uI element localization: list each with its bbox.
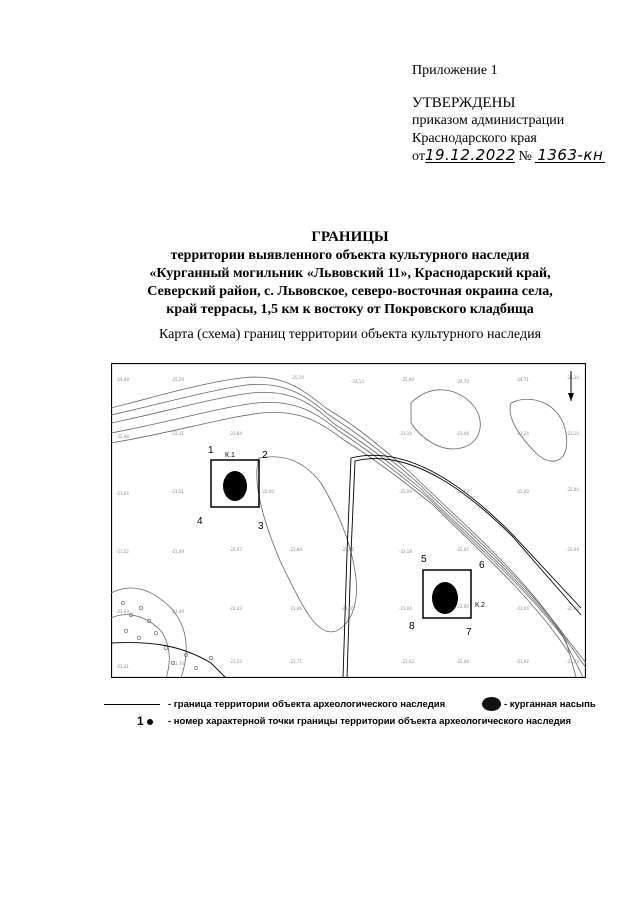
order-number: 1363-кн <box>535 148 605 163</box>
svg-text:-22,11: -22,11 <box>171 431 184 436</box>
mound-k2-label: К.2 <box>475 602 485 609</box>
svg-text:-22,06: -22,06 <box>341 547 354 552</box>
svg-text:-22,07: -22,07 <box>229 547 242 552</box>
svg-text:-21,88: -21,88 <box>289 547 302 552</box>
svg-text:-23,24: -23,24 <box>516 431 529 436</box>
svg-text:-24,13: -24,13 <box>351 379 364 384</box>
svg-text:-22,04: -22,04 <box>516 606 529 611</box>
svg-text:-23,10: -23,10 <box>566 431 579 436</box>
svg-text:-21,71: -21,71 <box>289 659 302 664</box>
boundary-map <box>111 363 586 678</box>
point-4: 4 <box>197 516 203 527</box>
svg-text:-22,18: -22,18 <box>399 549 412 554</box>
map-caption: Карта (схема) границ территории объекта культурного наследия <box>158 327 542 342</box>
svg-text:-25,29: -25,29 <box>171 377 184 382</box>
svg-text:-22,04: -22,04 <box>566 547 579 552</box>
legend-boundary-line <box>104 704 160 705</box>
order-line <box>412 148 632 166</box>
svg-text:-21,49: -21,49 <box>171 609 184 614</box>
legend-point-number: 1 <box>137 714 144 728</box>
svg-text:-21,41: -21,41 <box>116 664 129 669</box>
svg-text:-22,00: -22,00 <box>341 606 354 611</box>
svg-text:-22,53: -22,53 <box>456 489 469 494</box>
svg-text:-21,43: -21,43 <box>116 609 129 614</box>
svg-text:-24,70: -24,70 <box>456 379 469 384</box>
point-8: 8 <box>409 621 415 632</box>
from-prefix: от <box>412 149 425 164</box>
svg-text:-22,08: -22,08 <box>456 659 469 664</box>
point-3: 3 <box>258 521 264 532</box>
svg-text:-24,34: -24,34 <box>566 375 579 380</box>
number-sign: № <box>518 149 532 164</box>
point-2: 2 <box>262 450 268 461</box>
svg-text:-24,48: -24,48 <box>116 377 129 382</box>
svg-text:-21,64: -21,64 <box>116 491 129 496</box>
point-7: 7 <box>466 627 472 638</box>
title-line-1: территории выявленного объекта культурного наследия <box>170 248 530 263</box>
approval-line-1: приказом администрации <box>412 113 565 128</box>
point-1: 1 <box>208 445 214 456</box>
point-6: 6 <box>479 560 485 571</box>
mound-k2-shape <box>432 582 458 614</box>
svg-text:-23,14: -23,14 <box>399 431 412 436</box>
appendix-label: Приложение 1 <box>412 63 498 78</box>
svg-text:-21,02: -21,02 <box>401 659 414 664</box>
svg-text:-21,51: -21,51 <box>171 489 184 494</box>
svg-text:-21,74: -21,74 <box>171 661 184 666</box>
svg-text:-24,71: -24,71 <box>516 377 529 382</box>
title-line-2: «Курганный могильник «Львовский 11», Краснодарский край, <box>149 266 551 281</box>
svg-text:-22,07: -22,07 <box>456 547 469 552</box>
svg-text:-22,04: -22,04 <box>566 606 579 611</box>
svg-text:-25,00: -25,00 <box>401 377 414 382</box>
approval-line-2: Краснодарского края <box>412 131 537 146</box>
order-date: 19.12.2022 <box>424 146 516 164</box>
svg-text:-22,43: -22,43 <box>229 606 242 611</box>
legend-point-text: - номер характерной точки границы территории объекта археологического наследия <box>168 716 572 727</box>
svg-text:-25,10: -25,10 <box>291 375 304 380</box>
svg-text:-21,86: -21,86 <box>289 606 302 611</box>
approved-heading: УТВЕРЖДЕНЫ <box>412 95 516 111</box>
title-line-4: край террасы, 1,5 км к востоку от Покровского кладбища <box>166 302 534 317</box>
legend-point-dot-icon <box>147 719 153 725</box>
svg-text:-21,52: -21,52 <box>116 549 129 554</box>
legend-mound-icon <box>482 697 501 711</box>
document-title <box>90 228 610 319</box>
title-main: ГРАНИЦЫ <box>311 229 389 245</box>
svg-text:-22,00: -22,00 <box>516 489 529 494</box>
svg-text:-22,00: -22,00 <box>456 604 469 609</box>
svg-text:-23,46: -23,46 <box>456 431 469 436</box>
svg-text:-22,00: -22,00 <box>261 489 274 494</box>
mound-k1-label: К.1 <box>225 452 235 459</box>
approval-block <box>412 62 632 166</box>
svg-text:-22,04: -22,04 <box>399 606 412 611</box>
title-line-3: Северский район, с. Львовское, северо-восточная окраина села, <box>147 284 553 299</box>
point-5: 5 <box>421 554 427 565</box>
legend-boundary-text: - граница территории объекта археологического наследия <box>168 699 446 710</box>
svg-text:-21,34: -21,34 <box>566 659 579 664</box>
svg-text:-22,48: -22,48 <box>116 434 129 439</box>
mound-k1-shape <box>223 471 247 501</box>
svg-text:-21,02: -21,02 <box>516 659 529 664</box>
legend-mound-text: - курганная насыпь <box>504 699 596 710</box>
svg-text:-21,23: -21,23 <box>229 659 242 664</box>
svg-text:-22,04: -22,04 <box>566 487 579 492</box>
svg-text:-22,04: -22,04 <box>399 489 412 494</box>
svg-text:-23,84: -23,84 <box>229 431 242 436</box>
svg-text:-21,49: -21,49 <box>171 549 184 554</box>
